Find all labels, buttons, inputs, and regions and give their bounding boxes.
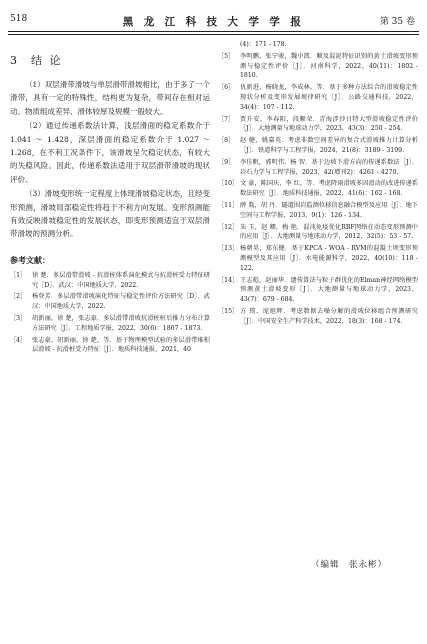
reference-number: ［2］ bbox=[10, 293, 27, 301]
reference-item bbox=[218, 244, 418, 273]
reference-item bbox=[218, 307, 418, 327]
reference-item bbox=[10, 336, 210, 356]
reference-item bbox=[218, 179, 418, 199]
header-rule-thick bbox=[8, 31, 419, 32]
reference-text: 朱 玉，赵 卿，梅 艳．混沌免疫优化RBF网络在动态变形预测中的应用［J］．大地测量与地球动力学，2012，32(5)：53 - 57. bbox=[240, 223, 418, 241]
conclusion-paragraph-1: （1）双层滑带滑坡与单层滑带滑坡相比，由于多了一个滑带，具有一定的特殊性，结构更为复杂，带间存在相对运动、物质组成差异、滑体较厚及规模一般较大。 bbox=[10, 80, 210, 116]
reference-number: ［13］ bbox=[218, 245, 239, 253]
reference-text: 杨朝昊，郑东健．基于KPCA - WOA - RVM的混凝土坝变形预测模型及其应用［J］．水电能源科学，2022，40(10)：118 - 122. bbox=[240, 245, 418, 272]
conclusion-paragraph-2: （2）通过传递系数法计算，浅层滑面的稳定系数介于 1.041 ～ 1.428，深层滑面的稳定系数介于 1.027 ～ 1.268，在不利工况条件下，该滑坡呈欠稳定状态，有较大的失稳风险。因此，传递系数法适用于双层滑带滑坡的现状评价。 bbox=[10, 121, 210, 184]
section-title: 结 论 bbox=[31, 54, 63, 67]
reference-text: 胡新丽，徐 楚，张志豪．多层滑带滑坡抗滑桩桩后推力分布计算方法研究［J］．工程地质学报，2022，30(6)：1867 - 1873. bbox=[32, 315, 210, 332]
reference-item bbox=[218, 223, 418, 243]
reference-item bbox=[218, 83, 418, 112]
reference-item bbox=[218, 201, 418, 221]
reference-text: 张志豪，胡新丽，徐 楚，等．基于物理模型试验的多层滑带堆积层滑坡 - 抗滑桩受力特征［J］．地质科技通报，2021，40 bbox=[32, 336, 210, 354]
reference-number: ［5］ bbox=[218, 52, 235, 60]
reference-number: ［3］ bbox=[10, 315, 27, 323]
left-column bbox=[10, 40, 210, 357]
reference-text: 贾升安，李春阳，段顺荣．青海涉沙日特大型滑坡稳定性评价［J］．大地测量与地球动力学，2023，43(3)：250 - 254. bbox=[240, 115, 418, 133]
reference-text: (4)：171 - 178. bbox=[240, 41, 287, 48]
reference-item bbox=[218, 158, 418, 178]
reference-item bbox=[218, 276, 418, 305]
reference-text: 赵 健，姚嘉英．考虑非数空间差异的复合式滑坡推力计算分析［J］．铁道科学与工程学报，2024，21(8)：3189 - 3199. bbox=[240, 137, 418, 154]
reference-number: ［1］ bbox=[10, 271, 27, 279]
conclusion-paragraph-3: （3）滑坡变形统一定程度上体现滑坡稳定状态，且经变形预测，滑坡局部稳定性将趋于不利方向发展。变形预测能有效反映滑坡稳定性的发展状态，即变形预测适宜于双层滑带滑坡的预测分析。 bbox=[10, 189, 210, 239]
reference-number: ［12］ bbox=[218, 223, 239, 231]
reference-text: 薛 胤，胡 丹．隧道围岩监测位移信息融合模型及应用［J］．地下空间与工程学报，2013，9(1)：126 - 134. bbox=[240, 201, 418, 219]
reference-number: ［14］ bbox=[218, 276, 239, 284]
reference-item bbox=[10, 292, 210, 312]
editor-credit: （编辑 张永彬） bbox=[310, 560, 387, 570]
reference-text: 方 筠，庞旭辉．考虑数据去噪分解的滑坡位移组合预测研究［J］．中国安全生产科学技术，2022，18(3)：168 - 174. bbox=[240, 307, 418, 325]
reference-text: 徐 楚．多层滑带滑坡 - 抗滑桩体系演化模式与抗滑桩受力特征研究［D］．武汉：中国地质大学，2022. bbox=[32, 271, 210, 289]
reference-item bbox=[10, 271, 210, 291]
volume-label: 第 35 卷 bbox=[379, 17, 415, 27]
journal-title: 黑 龙 江 科 技 大 学 学 报 bbox=[122, 16, 305, 28]
page-number: 518 bbox=[10, 14, 28, 24]
reference-number: ［6］ bbox=[218, 84, 235, 92]
reference-number: ［4］ bbox=[10, 336, 27, 344]
section-heading bbox=[10, 52, 210, 68]
reference-continuation bbox=[218, 40, 418, 50]
reference-text: 李佳帆，郭明伟，杨 智．基于边坡下滑方向的传递系数法［J］．岩石力学与工程学报，2023，42(增刊2)：4261 - 4270. bbox=[240, 158, 418, 176]
references-title: 参考文献： bbox=[10, 254, 50, 265]
reference-text: 文 豪，陈国庆，李 红，等．考虑降雨滑坡多因滑动的改进传递系数法研究［J］．地质科技通报，2022，41(6)：162 - 168. bbox=[240, 180, 418, 198]
header-rule-thin bbox=[8, 34, 419, 35]
reference-text: 李明鹏，张宁骏，魏中凯．顺及混泥特征识别的黄土滑坡变形预测与稳定性评价［J］．河南科学，2022，40(11)：1802 - 1810. bbox=[240, 52, 418, 80]
reference-item bbox=[218, 52, 418, 81]
reference-item bbox=[10, 314, 210, 334]
reference-text: 仇新进，杨晓龙，李成林，等．基于多种方法综合的滑坡稳定性现状分析及变形发展规律研究［J］．公路交通科技，2022，34(4)：107 - 112. bbox=[240, 84, 418, 111]
reference-text: 王志彪，赵丽华．遗传算法与粒子群优化的Elman神经网络模型预测黄土滑坡变形［J］．大地测量与地球动力学，2023，43(7)：679 - 684. bbox=[240, 276, 418, 304]
reference-number: ［8］ bbox=[218, 137, 235, 145]
reference-item bbox=[218, 115, 418, 135]
right-column bbox=[218, 40, 418, 329]
reference-number: ［9］ bbox=[218, 158, 235, 166]
section-number: 3 bbox=[10, 54, 19, 67]
reference-text: 杨登芳．多层滑带滑坡演化特征与稳定性评价方法研究［D］．武汉：中国地质大学，2022. bbox=[32, 293, 210, 311]
reference-number: ［11］ bbox=[218, 201, 239, 209]
reference-number: ［7］ bbox=[218, 115, 235, 123]
reference-number: ［15］ bbox=[218, 307, 239, 315]
reference-item bbox=[218, 136, 418, 156]
reference-number: ［10］ bbox=[218, 180, 239, 188]
